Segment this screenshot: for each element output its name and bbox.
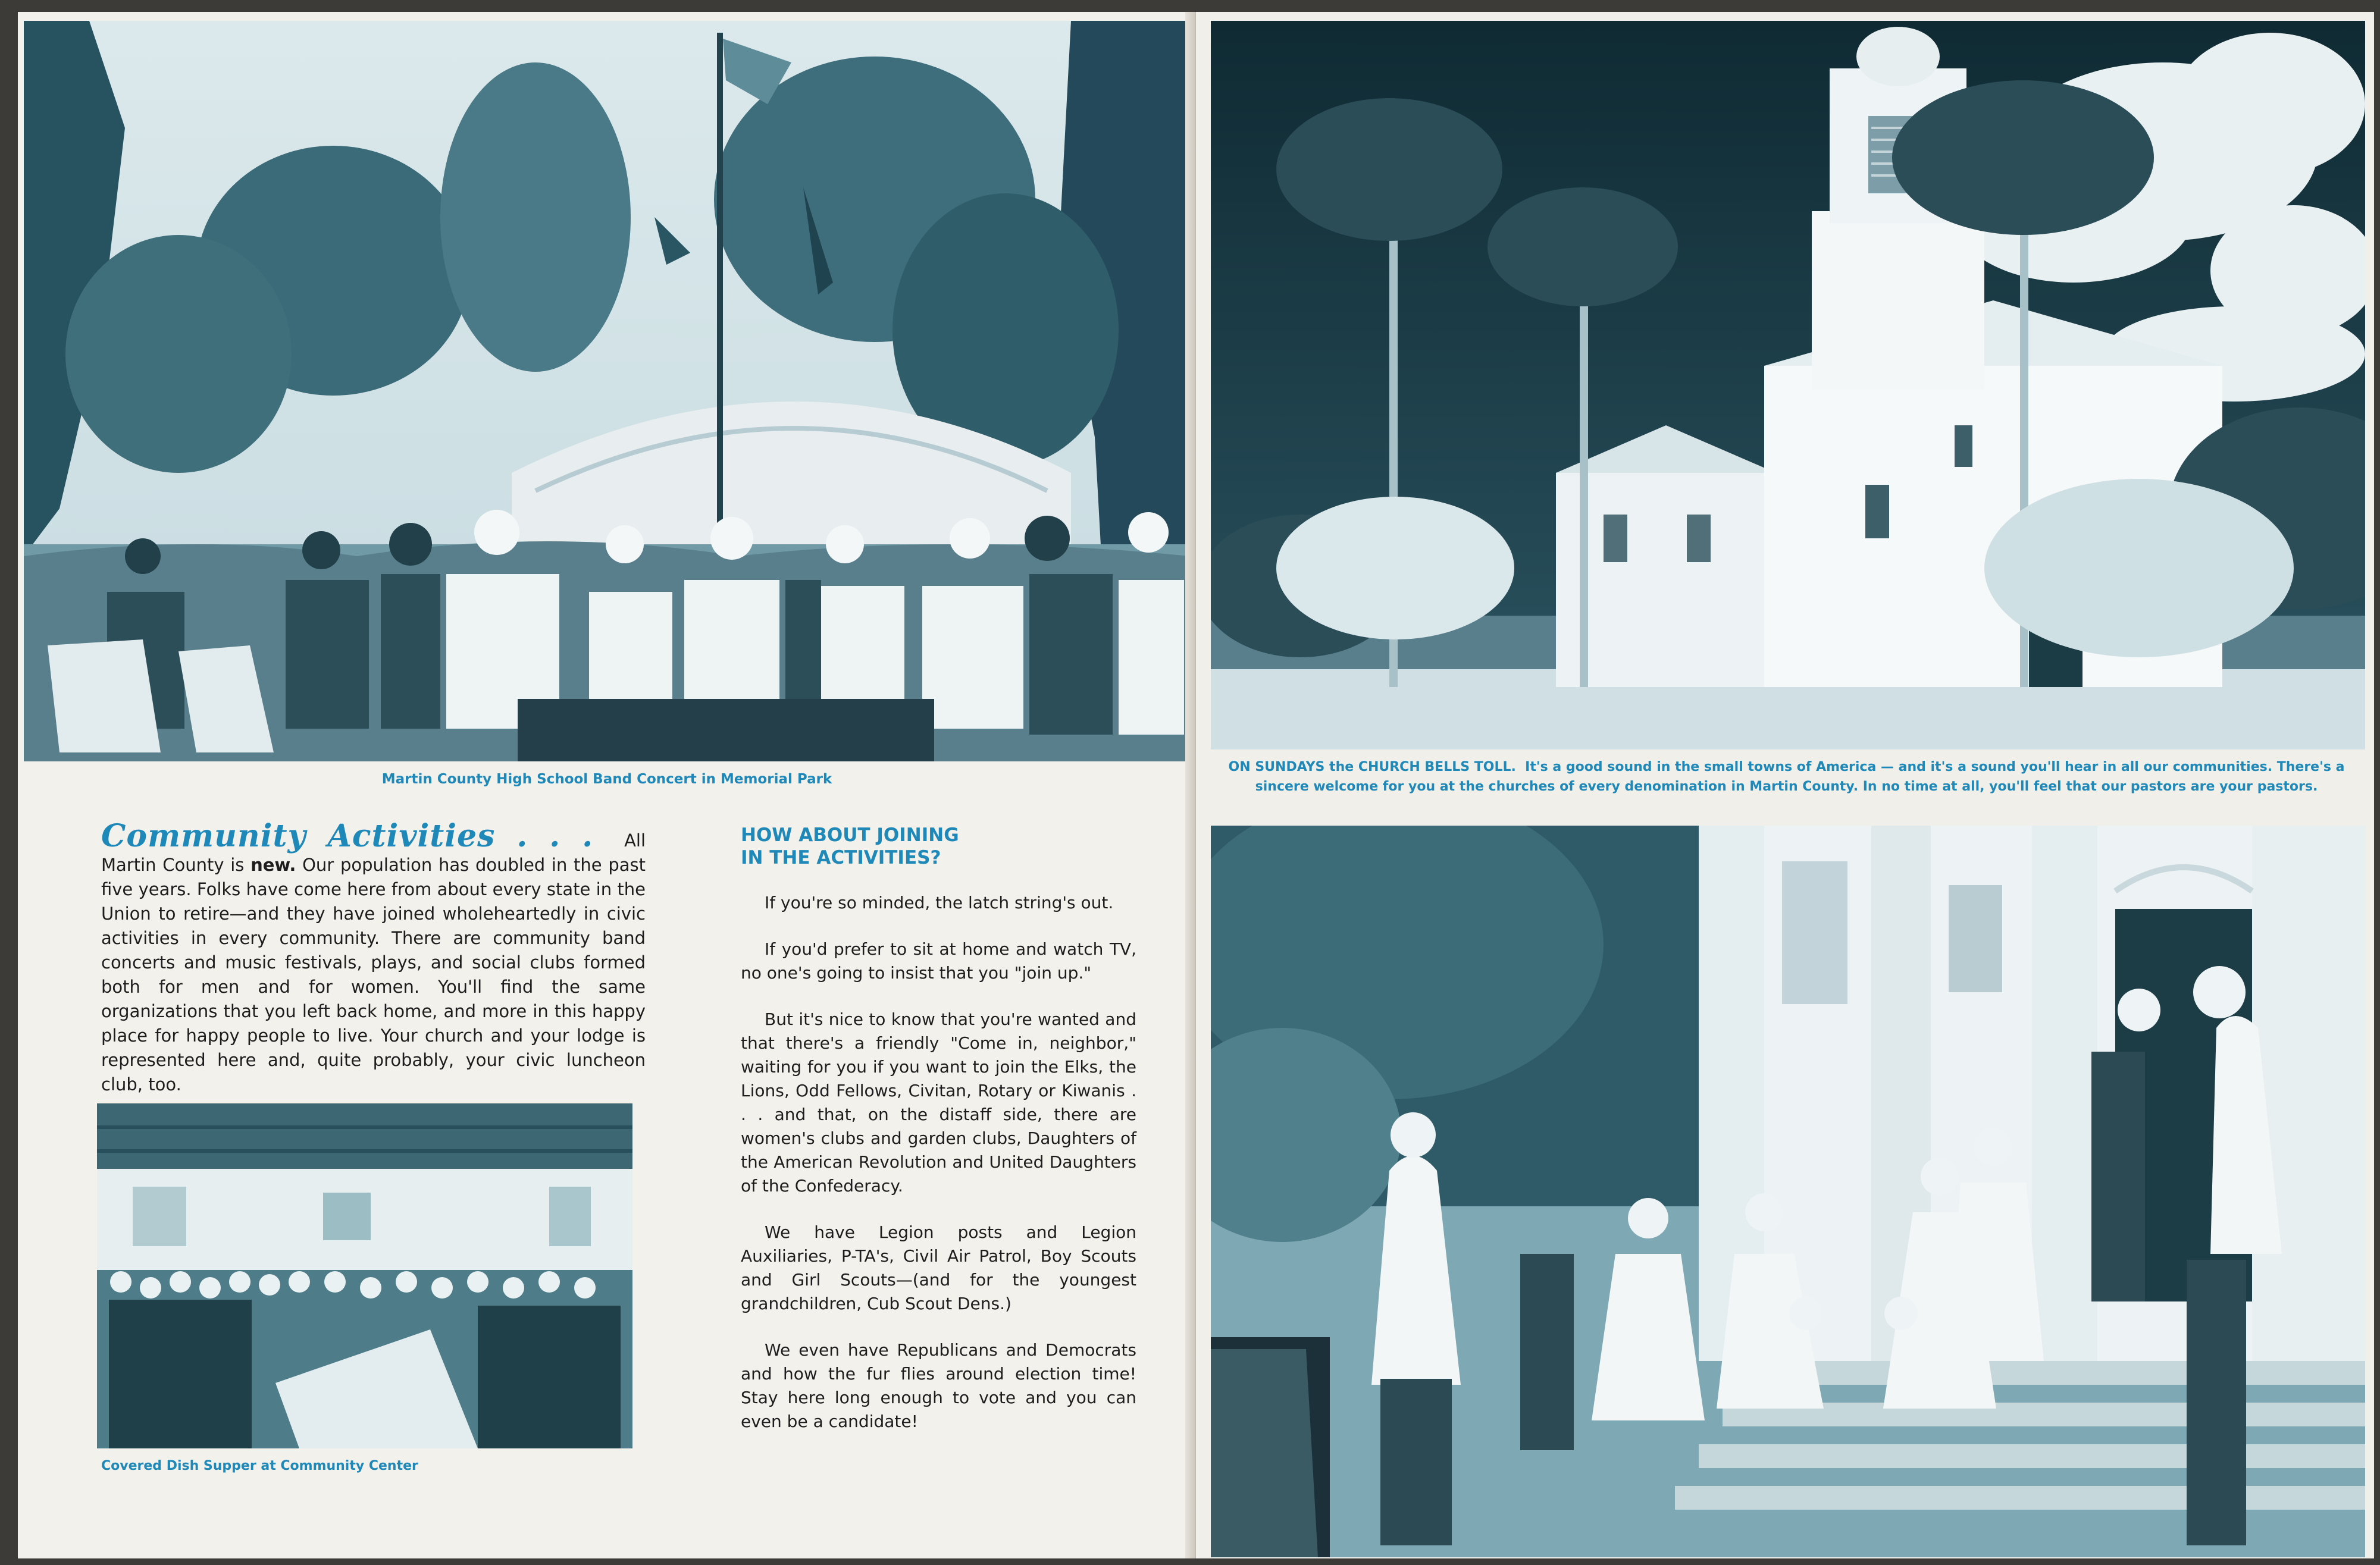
church-photo [1211, 21, 2365, 749]
joining-heading-line-1: HOW ABOUT JOINING [741, 824, 959, 846]
community-activities-title: Community Activities . . . [101, 818, 594, 854]
joining-paragraph: If you're so minded, the latch string's out. [765, 893, 1114, 912]
joining-paragraph: But it's nice to know that you're wanted and that there's a friendly "Come in, neighbor," waiting for you if you want to join the Elks, the Lions, Odd Fellows, Civitan, Rotary or Kiwanis . . . and that, on the distaff side, there are women's clubs and garden clubs, Daughters of the American Revolution and United Daughters of the Confederacy. [741, 1009, 1136, 1196]
joining-text [741, 891, 1136, 1456]
community-activities-text [101, 818, 646, 1097]
intro-bold-word: new. [250, 855, 296, 875]
church-steps-photo [1211, 826, 2365, 1557]
left-page [18, 12, 1196, 1558]
right-page [1196, 12, 2374, 1558]
joining-paragraph: If you'd prefer to sit at home and watch TV, no one's going to insist that you "join up." [741, 939, 1136, 983]
church-caption-body: It's a good sound in the small towns of America — and it's a sound you'll hear in all our communities. There's a sincere welcome for you at the churches of every denomination in Martin County. In no time at all, you'll feel that our pastors are your pastors. [1255, 760, 2345, 794]
band-concert-photo [24, 21, 1190, 761]
church-caption-lead: ON SUNDAYS the CHURCH BELLS TOLL. [1228, 760, 1516, 774]
joining-heading-line-2: IN THE ACTIVITIES? [741, 847, 941, 868]
covered-dish-caption: Covered Dish Supper at Community Center [101, 1459, 418, 1473]
intro-before-bold: All Martin County is [101, 830, 646, 875]
brochure-spread [18, 12, 2374, 1558]
joining-paragraph: We even have Republicans and Democrats and how the fur flies around election time! Stay here long enough to vote and you can even be a candidate! [741, 1340, 1136, 1431]
band-concert-caption: Martin County High School Band Concert in Memorial Park [381, 771, 832, 787]
covered-dish-supper-photo [97, 1103, 632, 1448]
intro-after: Our population has doubled in the past five years. Folks have come here from about every state in the Union to retire—and they have joined wholeheartedly in civic activities in every community. There are community band concerts and music festivals, plays, and social clubs formed both for men and for women. You'll find the same organizations that you left back home, and more in this happy place for happy people to live. Your church and your lodge is represented here and, quite probably, your civic luncheon club, too. [101, 855, 646, 1094]
joining-heading [741, 824, 1128, 869]
church-caption [1211, 757, 2362, 796]
joining-paragraph: We have Legion posts and Legion Auxiliaries, P-TA's, Civil Air Patrol, Boy Scouts and Girl Scouts—(and for the youngest grandchildren, Cub Scout Dens.) [741, 1222, 1136, 1313]
